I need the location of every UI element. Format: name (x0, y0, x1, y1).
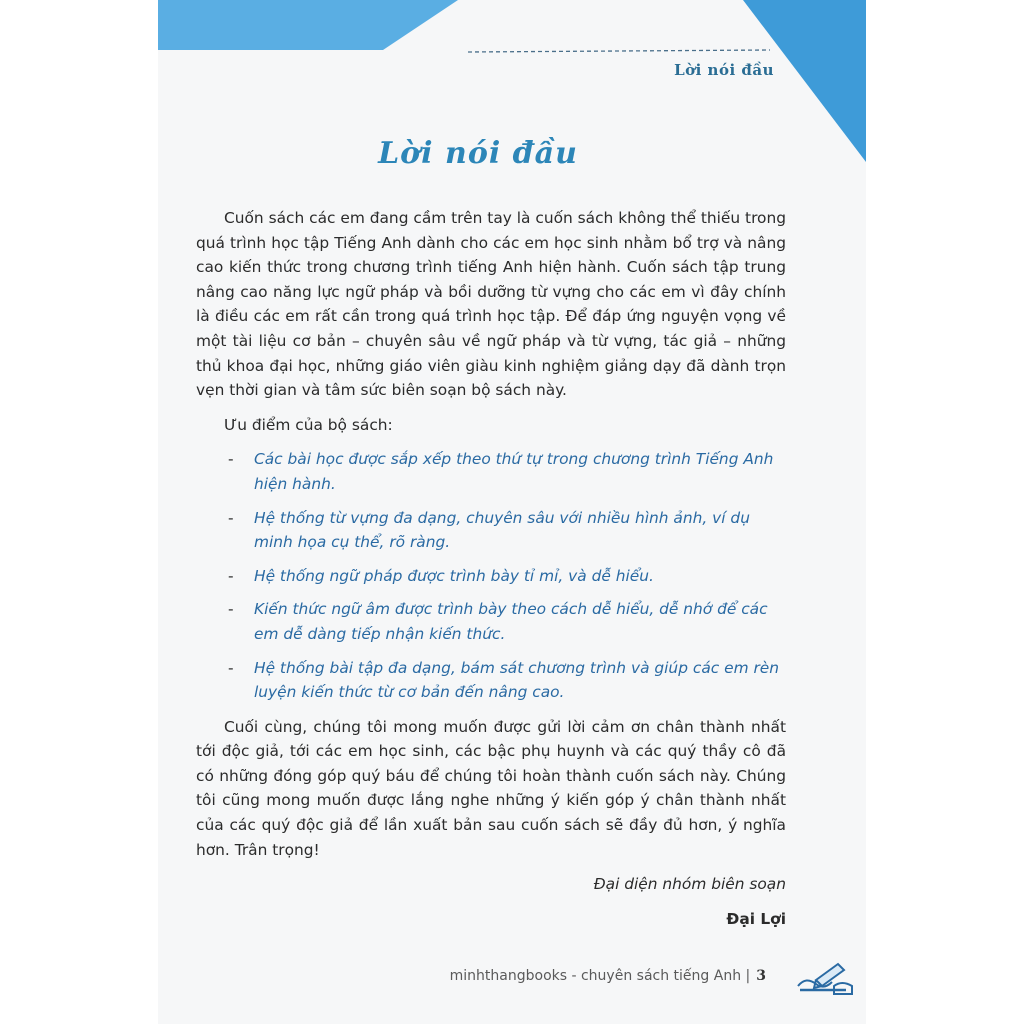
list-item (196, 506, 786, 555)
list-item (196, 656, 786, 705)
signature-name: Đại Lợi (726, 909, 786, 928)
bullet-dash: - (228, 658, 234, 677)
page-footer (450, 968, 766, 984)
advantages-heading: Ưu điểm của bộ sách: (224, 415, 393, 434)
list-item (196, 597, 786, 646)
header-section-title: Lời nói đầu (674, 61, 774, 79)
list-item (196, 564, 786, 589)
header-dashed-line (468, 50, 770, 52)
list-item-text: Hệ thống ngữ pháp được trình bày tỉ mỉ, và dễ hiểu. (254, 566, 654, 585)
bullet-dash: - (228, 600, 234, 619)
header-band-left (158, 0, 458, 50)
page-title: Lời nói đầu (378, 136, 578, 171)
list-item-text: Hệ thống từ vựng đa dạng, chuyên sâu với nhiều hình ảnh, ví dụ minh họa cụ thể, rõ ràng. (254, 508, 750, 552)
list-item-text: Các bài học được sắp xếp theo thứ tự trong chương trình Tiếng Anh hiện hành. (254, 450, 774, 493)
list-item-text: Hệ thống bài tập đa dạng, bám sát chương trình và giúp các em rèn luyện kiến thức từ cơ bản đến nâng cao. (254, 658, 780, 702)
bullet-dash: - (228, 508, 234, 527)
footer-text: minhthangbooks - chuyên sách tiếng Anh | (449, 968, 751, 984)
body-text (196, 206, 786, 931)
bullet-dash: - (228, 566, 234, 585)
book-page (158, 0, 866, 1024)
list-item (196, 447, 786, 496)
advantages-list (196, 447, 786, 704)
signature-team: Đại diện nhóm biên soạn (593, 875, 786, 894)
page-number: 3 (756, 968, 766, 984)
bullet-dash: - (228, 450, 234, 469)
list-item-text: Kiến thức ngữ âm được trình bày theo cách dễ hiểu, dễ nhớ để các em dễ dàng tiếp nhận kiến thức. (254, 600, 768, 643)
intro-paragraph: Cuốn sách các em đang cầm trên tay là cuốn sách không thể thiếu trong quá trình học tập Tiếng Anh dành cho các em học sinh nhằm bổ trợ và nâng cao kiến thức trong chương trình tiếng Anh hiện hành. Cuốn sách tập trung nâng cao năng lực ngữ pháp và bồi dưỡng từ vựng cho các em vì đây chính là điều các em rất cần trong quá trình học tập. Để đáp ứng nguyện vọng về một tài liệu cơ bản – chuyên sâu về ngữ pháp và từ vựng, tác giả – những thủ khoa đại học, những giáo viên giàu kinh nghiệm giảng dạy đã dành trọn vẹn thời gian và tâm sức biên soạn bộ sách này. (196, 209, 786, 400)
closing-paragraph: Cuối cùng, chúng tôi mong muốn được gửi lời cảm ơn chân thành nhất tới độc giả, tới các em học sinh, các bậc phụ huynh và các quý thầy cô đã có những đóng góp quý báu để chúng tôi hoàn thành cuốn sách này. Chúng tôi cũng mong muốn được lắng nghe những ý kiến góp ý chân thành nhất của các quý độc giả để lần xuất bản sau cuốn sách sẽ đầy đủ hơn, ý nghĩa hơn. Trân trọng! (196, 717, 786, 859)
pen-writing-icon (794, 960, 856, 1000)
